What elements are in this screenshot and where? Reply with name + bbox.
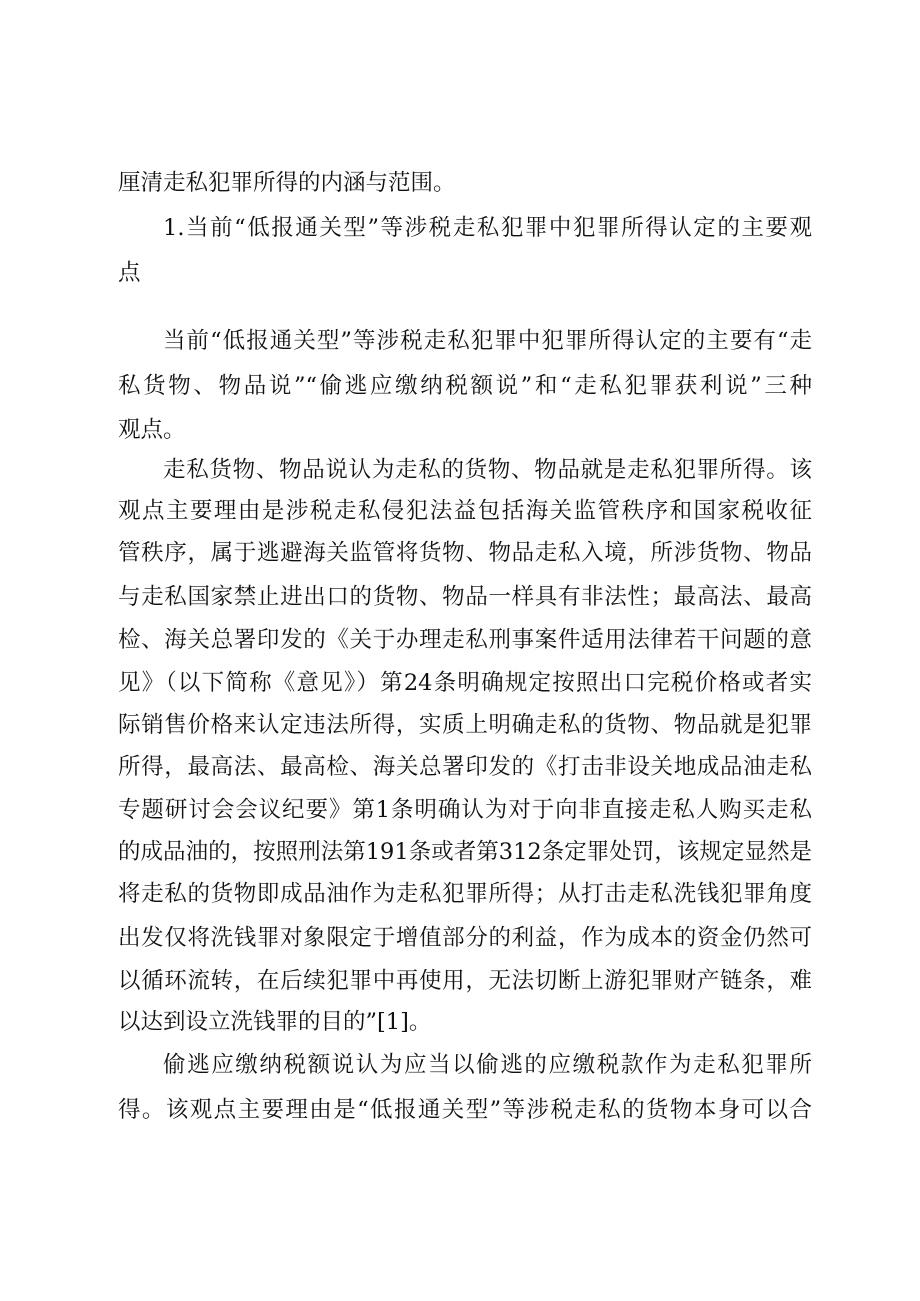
text-line: 所得，最高法、最高检、海关总署印发的《打击非设关地成品油走私: [118, 754, 812, 780]
text-line: 厘清走私犯罪所得的内涵与范围。: [118, 170, 456, 196]
section-heading-continued: 点: [118, 260, 141, 286]
section-heading: 1.当前“低报通关型”等涉税走私犯罪中犯罪所得认定的主要观: [163, 215, 812, 241]
text-line: 的成品油的，按照刑法第191条或者第312条定罪处罚，该规定显然是: [118, 839, 812, 865]
text-line: 与走私国家禁止进出口的货物、物品一样具有非法性；最高法、最高: [118, 584, 812, 610]
text-line: 观点。: [118, 417, 186, 443]
text-line: 专题研讨会会议纪要》第1条明确认为对于向非直接走私人购买走私: [118, 797, 812, 823]
text-line: 见》（以下简称《意见》）第24条明确规定按照出口完税价格或者实: [118, 670, 812, 696]
text-line: 观点主要理由是涉税走私侵犯法益包括海关监管秩序和国家税收征: [118, 498, 812, 524]
text-line: 走私货物、物品说认为走私的货物、物品就是走私犯罪所得。该: [163, 457, 812, 483]
text-line: 以循环流转，在后续犯罪中再使用，无法切断上游犯罪财产链条，难: [118, 968, 812, 994]
text-line: 得。该观点主要理由是“低报通关型”等涉税走私的货物本身可以合: [118, 1097, 812, 1123]
text-line: 偷逃应缴纳税额说认为应当以偷逃的应缴税款作为走私犯罪所: [163, 1052, 812, 1078]
text-line: 出发仅将洗钱罪对象限定于增值部分的利益，作为成本的资金仍然可: [118, 925, 812, 951]
text-line: 以达到设立洗钱罪的目的”[1]。: [118, 1009, 432, 1035]
text-line: 际销售价格来认定违法所得，实质上明确走私的货物、物品就是犯罪: [118, 712, 812, 738]
text-line: 当前“低报通关型”等涉税走私犯罪中犯罪所得认定的主要有“走: [163, 328, 812, 354]
text-line: 检、海关总署印发的《关于办理走私刑事案件适用法律若干问题的意: [118, 627, 812, 653]
text-line: 私货物、物品说”“偷逃应缴纳税额说”和“走私犯罪获利说”三种: [118, 373, 812, 399]
text-line: 管秩序，属于逃避海关监管将货物、物品走私入境，所涉货物、物品: [118, 540, 812, 566]
text-line: 将走私的货物即成品油作为走私犯罪所得；从打击走私洗钱犯罪角度: [118, 881, 812, 907]
